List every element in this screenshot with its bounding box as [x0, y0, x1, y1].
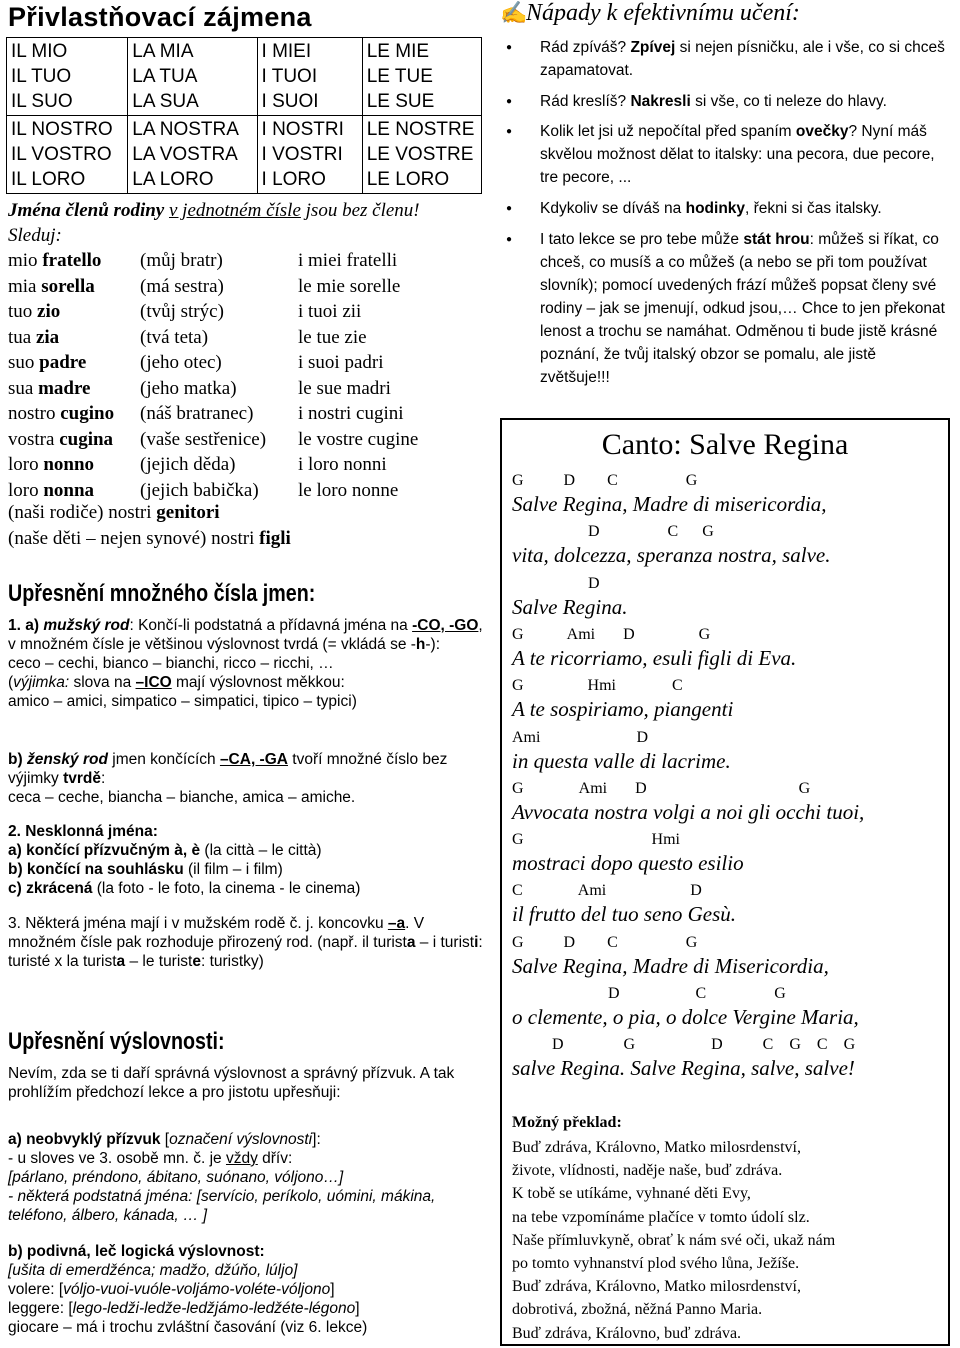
section-highlight: -CO, -GO: [412, 617, 479, 634]
song-chords: G D C G: [512, 933, 698, 951]
song-chords: D: [512, 574, 600, 592]
song-chords: D C G: [512, 985, 786, 1002]
section-example: amico – amici, simpatico – simpatici, tipico – typici): [8, 693, 357, 710]
pronunciation-section-b: [8, 1242, 484, 1337]
translation-line: živote, vlídnosti, naděje naše, buď zdráva.: [512, 1162, 783, 1180]
section-text: leggere: [: [8, 1300, 73, 1317]
translation-line: Naše přímluvkyně, obrať k nám své oči, ukaž nám: [512, 1231, 836, 1249]
tip-text: Rád kreslíš?: [540, 93, 631, 110]
tip-text: ? Nyní máš skvělou možnost dělat to italsky: una pecora, due pecore, tre pecore, ...: [540, 123, 935, 186]
pen-icon: ✍: [500, 0, 528, 25]
section-highlight: tvrdě: [63, 770, 102, 787]
section-highlight: i: [474, 934, 479, 951]
tip-text: Rád zpíváš?: [540, 39, 631, 56]
family-plural: i nostri cugini: [298, 403, 404, 424]
page-title: Přivlastňovací zájmena: [8, 2, 312, 32]
section-text: : turistky): [200, 953, 264, 970]
family-noun: padre: [39, 352, 87, 373]
section-example: [ušita di emerdžénca; madžo, džúňo, lúljo]: [8, 1262, 298, 1279]
tip-text: Kolik let jsi už nepočítal před spaním: [540, 123, 796, 140]
family-italian: [8, 403, 114, 424]
section-text: - u sloves ve 3. osobě mn. č. je: [8, 1150, 226, 1167]
family-plural: le vostre cugine: [298, 428, 419, 450]
section-example: vóljo-vuoi-vuóle-voljámo-voléte-vóljono: [63, 1281, 331, 1298]
section-example: lego-ledži-ledže-ledžjámo-ledžéte-légono: [72, 1300, 356, 1317]
song-lyric: o clemente, o pia, o dolce Vergine Maria,: [512, 1005, 859, 1029]
section-highlight: –a: [387, 915, 406, 932]
section-example: (la foto - le foto, la cinema - le cinema): [92, 880, 361, 897]
family-intro-underlined: v jednotném čísle: [168, 200, 301, 221]
song-box: [500, 418, 950, 1346]
song-chords: D G D C G C G: [512, 1036, 856, 1054]
translation-line: po tomto vyhnanství plod svého lůna, Ježíše.: [512, 1255, 800, 1272]
tip-keyword: Zpívej: [630, 39, 676, 56]
plural-heading: Upřesnění množného čísla jmen:: [8, 580, 316, 607]
section-text: : Končí-li podstatná a přídavná jména na: [129, 617, 413, 634]
section-text: ]: [355, 1300, 360, 1317]
family-italian: [8, 352, 86, 373]
right-column: [500, 0, 954, 1348]
section-label: a) neobvyklý přízvuk: [8, 1131, 161, 1148]
section-text: – le turist: [125, 953, 193, 970]
section-text: [: [160, 1131, 170, 1148]
translation-line: na tebe vzpomínáme plačíce v tomto údolí slz.: [512, 1208, 810, 1226]
song-lyric: Salve Regina, Madre di misericordia,: [512, 492, 827, 516]
section-text: jmen končících: [107, 751, 220, 768]
translation-line: K tobě se utíkáme, vyhnané děti Evy,: [512, 1185, 751, 1203]
family-genitori-word: genitori: [156, 502, 220, 523]
section-highlight: a: [116, 953, 126, 970]
family-intro-bold: Jména členů rodiny: [8, 200, 165, 221]
section-example: (la città – le città): [200, 842, 322, 859]
section-text: ]: [330, 1281, 335, 1298]
section-highlight: a: [406, 934, 416, 951]
section-example: ceco – cechi, bianco – bianchi, ricco – ricchi, …: [8, 655, 334, 672]
section-text: -):: [425, 636, 441, 653]
table-cell: IL NOSTRO IL VOSTRO IL LORO: [7, 116, 128, 194]
tip-text: : můžeš si říkat, co chceš, co musíš a co můžeš (a nebo se při tom používat slovník); pomocí uvedených frází můžeš popsat členy své rodiny – jak se jmenují, odkud jsou,… Chce to jen překonat lenost a trochu se namáhat. Odměnou ti bude jistě krásné poznání, že tvůj italský obzor se pomalu, ale jistě zvětšuje!!!: [540, 231, 945, 386]
section-label: c) zkrácená: [8, 880, 93, 897]
family-possessive: mia: [8, 275, 42, 297]
section-highlight: –ICO: [135, 674, 172, 691]
section-highlight: vždy: [225, 1150, 258, 1167]
family-plural: le loro nonne: [298, 479, 399, 501]
family-italian: [8, 454, 94, 475]
tip-item: [540, 90, 950, 113]
family-intro: [8, 198, 478, 248]
song-chords: G Hmi C: [512, 677, 683, 695]
song-lyric: mostraci dopo questo esilio: [512, 851, 744, 876]
family-row: [8, 274, 401, 299]
translation-line: dobrotivá, zbožná, něžná Panno Maria.: [512, 1301, 763, 1319]
song-lyric: A te sospiriamo, piangenti: [512, 697, 734, 722]
family-italian: [8, 301, 60, 322]
section-label: b) podivná, leč logická výslovnost:: [8, 1243, 265, 1260]
family-genitori: [8, 500, 220, 525]
family-possessive: loro: [8, 454, 44, 475]
family-row: [8, 376, 391, 401]
section-number: b): [8, 751, 23, 768]
song-lyric: Avvocata nostra volgi a noi gli occhi tuoi,: [512, 799, 865, 824]
family-row: [8, 478, 399, 503]
tip-keyword: ovečky: [795, 123, 849, 140]
family-row: [8, 350, 384, 375]
song-lyric: in questa valle di lacrime.: [512, 748, 731, 773]
family-possessive: vostra: [8, 428, 60, 450]
tip-keyword: stát hrou: [743, 231, 810, 248]
plural-section-1b: [8, 750, 484, 807]
section-text: ]:: [312, 1131, 321, 1148]
family-noun: sorella: [41, 275, 95, 297]
pronunciation-section-a: [8, 1130, 484, 1225]
family-noun: zia: [35, 326, 60, 348]
song-lyric: il frutto del tuo seno Gesù.: [512, 902, 736, 927]
song-title: Canto: Salve Regina: [601, 428, 849, 461]
family-row: [8, 299, 362, 324]
tips-title: Nápady k efektivnímu učení:: [526, 0, 800, 26]
tip-text: si vše, co ti neleze do hlavy.: [690, 93, 887, 110]
tip-item: [540, 228, 950, 389]
family-possessive: tua: [8, 326, 36, 348]
section-text: giocare – má i trochu zvláštní časování (viz 6. lekce): [8, 1319, 368, 1336]
family-noun: zio: [37, 301, 61, 322]
song-chords: G Hmi: [512, 831, 680, 849]
family-italian: [8, 250, 101, 271]
pronunciation-intro: Nevím, zda se ti daří správná výslovnost a správný přízvuk. A tak prohlížím předchozí lekce a pro jistotu upřesňuji:: [8, 1065, 455, 1101]
table-cell: LA NOSTRA LA VOSTRA LA LORO: [128, 116, 257, 194]
section-text: mají výslovnost měkkou:: [171, 674, 345, 691]
plural-section-1a: 1. a) mužský rod: Končí-li podstatná a přídavná jména na -CO, -GO, v množném čísle je většinou výslovnost tvrdá (= vkládá se -h-): ceco – cechi, bianco – bianchi, ricco – ricchi, … (výjimka: slova na –ICO mají výslovnost měkkou: amico – amici, simpatico – simpatici, tipico – typici): [8, 617, 483, 710]
tip-item: [540, 120, 950, 189]
song-lyric: Salve Regina.: [512, 594, 628, 619]
left-column: [6, 0, 490, 1348]
family-plural: le mie sorelle: [298, 275, 401, 297]
family-italian: [8, 429, 113, 450]
family-noun: fratello: [42, 250, 102, 271]
family-noun: nonno: [43, 454, 95, 475]
family-possessive: tuo: [8, 301, 38, 322]
family-noun: cugino: [60, 403, 115, 424]
tip-text: I tato lekce se pro tebe může: [540, 231, 744, 248]
family-czech: (jejich babička): [140, 479, 259, 501]
tip-keyword: hodinky: [685, 200, 746, 217]
family-possessive: suo: [8, 352, 40, 373]
song-lyric: A te ricorriamo, esuli figli di Eva.: [512, 645, 797, 670]
song-lyric: Salve Regina, Madre di Misericordia,: [512, 953, 829, 978]
tip-text: , řekni si čas italsky.: [745, 200, 882, 217]
song-lyric: vita, dolcezza, speranza nostra, salve.: [512, 543, 831, 568]
translation-line: Buď zdráva, Královno, Matko milosrdenství,: [512, 1278, 801, 1296]
family-possessive: sua: [8, 377, 39, 399]
tips-heading: [500, 0, 800, 27]
tip-item: [540, 36, 950, 82]
tip-item: [540, 197, 950, 220]
family-czech: (má sestra): [140, 275, 224, 297]
family-czech: (vaše sestřenice): [140, 428, 267, 450]
family-czech: (jejich děda): [140, 454, 236, 475]
section-text: označení výslovnosti: [169, 1131, 313, 1148]
section-text: – i turist: [415, 934, 475, 951]
family-czech: (můj bratr): [140, 250, 223, 271]
section-number: 1. a): [8, 617, 40, 634]
table-cell: LE NOSTRE LE VOSTRE LE LORO: [362, 116, 481, 194]
section-example: ceca – ceche, biancha – bianche, amica – amiche.: [8, 789, 356, 806]
section-highlight: –CA, -GA: [219, 751, 288, 768]
section-label: mužský rod: [43, 617, 130, 634]
section-text: 3. Některá jména mají i v mužském rodě č. j. koncovku: [8, 915, 388, 932]
family-row: [8, 401, 404, 426]
family-row: [8, 452, 387, 477]
section-text: volere: [: [8, 1281, 64, 1298]
section-text: , v množném čísle je většinou výslovnost tvrdá (= vkládá se -: [8, 617, 483, 653]
family-row: [8, 248, 398, 273]
section-text: :: [101, 770, 106, 787]
family-plural: i suoi padri: [298, 352, 384, 373]
table-cell: IL MIO IL TUO IL SUO: [7, 38, 128, 116]
family-possessive: mio: [8, 250, 43, 271]
family-czech: (tvá teta): [140, 326, 209, 348]
family-possessive: nostro: [8, 403, 61, 424]
family-figli-text: (naše děti – nejen synové) nostri: [8, 528, 260, 549]
family-czech: (tvůj strýc): [140, 301, 224, 322]
song-chords: D C G: [512, 523, 714, 541]
family-figli: [8, 526, 291, 551]
family-italian: [8, 276, 95, 297]
section-text: dřív:: [257, 1150, 293, 1167]
section-text: slova na: [69, 674, 136, 691]
family-plural: le sue madri: [298, 377, 391, 399]
translation-line: Buď zdráva, Královno, buď zdráva.: [512, 1324, 742, 1342]
section-label: b) končící na souhlásku: [8, 861, 184, 878]
family-figli-word: figli: [259, 528, 291, 549]
plural-section-3: [8, 914, 484, 971]
section-label: ženský rod: [26, 751, 108, 768]
family-genitori-text: (naši rodiče) nostri: [8, 502, 157, 523]
translation-line: Buď zdráva, Královno, Matko milosrdenství,: [512, 1139, 801, 1156]
table-cell: I NOSTRI I VOSTRI I LORO: [257, 116, 362, 194]
family-czech: (jeho otec): [140, 352, 222, 373]
section-example: [párlano, préndono, ábitano, suónano, vóljono…]: [8, 1169, 344, 1186]
section-heading: 2. Nesklonná jména:: [8, 823, 158, 840]
table-cell: LE MIE LE TUE LE SUE: [362, 38, 481, 116]
family-plural: i loro nonni: [298, 454, 387, 475]
plural-section-2: [8, 822, 484, 898]
song-chords: G D C G: [512, 472, 698, 489]
family-intro-rest: jsou bez členu! Sleduj:: [8, 200, 420, 246]
possessive-table: [6, 37, 482, 194]
translation-title: Možný překlad:: [512, 1114, 622, 1131]
table-cell: I MIEI I TUOI I SUOI: [257, 38, 362, 116]
pronunciation-heading: Upřesnění výslovnosti:: [8, 1028, 225, 1055]
family-italian: [8, 378, 91, 399]
family-possessive: loro: [8, 479, 44, 501]
table-row: [7, 116, 482, 194]
tip-text: Kdykoliv se díváš na: [540, 200, 686, 217]
song-chords: G Ami D G: [512, 779, 811, 797]
family-noun: cugina: [59, 428, 114, 450]
tip-text: si nejen písničku, ale i vše, co si chceš zapamatovat.: [540, 39, 945, 79]
song-chords: C Ami D: [512, 882, 702, 900]
table-row: [7, 38, 482, 116]
family-row: [8, 325, 367, 350]
tip-keyword: Nakresli: [630, 93, 691, 110]
family-plural: i tuoi zii: [298, 301, 362, 322]
family-plural: le tue zie: [298, 326, 367, 348]
family-plural: i miei fratelli: [298, 250, 398, 271]
table-cell: LA MIA LA TUA LA SUA: [128, 38, 257, 116]
section-text: : turisté x la turist: [8, 934, 483, 970]
section-example: (il film – i film): [183, 861, 283, 878]
family-italian: [8, 480, 94, 501]
family-noun: nonna: [43, 479, 95, 501]
section-highlight: h: [415, 636, 426, 653]
section-highlight: e: [192, 953, 201, 970]
section-text: . V množném čísle pak rozhoduje přirozený rod. (např. il turist: [8, 915, 425, 951]
section-text: tvoří množné číslo bez výjimky: [8, 751, 448, 787]
family-noun: madre: [38, 377, 91, 399]
section-example: - některá podstatná jména: [servício, períkolo, uómini, mákina, teléfono, álbero, kánada, … ]: [8, 1188, 436, 1224]
family-czech: (náš bratranec): [140, 403, 254, 424]
section-exception-label: výjimka:: [13, 674, 70, 691]
section-label: a) končící přízvučným à, è: [8, 842, 201, 859]
family-italian: [8, 327, 59, 348]
song-chords: Ami D: [512, 728, 648, 746]
song-lyric: salve Regina. Salve Regina, salve, salve!: [512, 1056, 855, 1081]
song-chords: G Ami D G: [512, 625, 711, 643]
family-czech: (jeho matka): [140, 377, 237, 399]
family-row: [8, 427, 419, 452]
